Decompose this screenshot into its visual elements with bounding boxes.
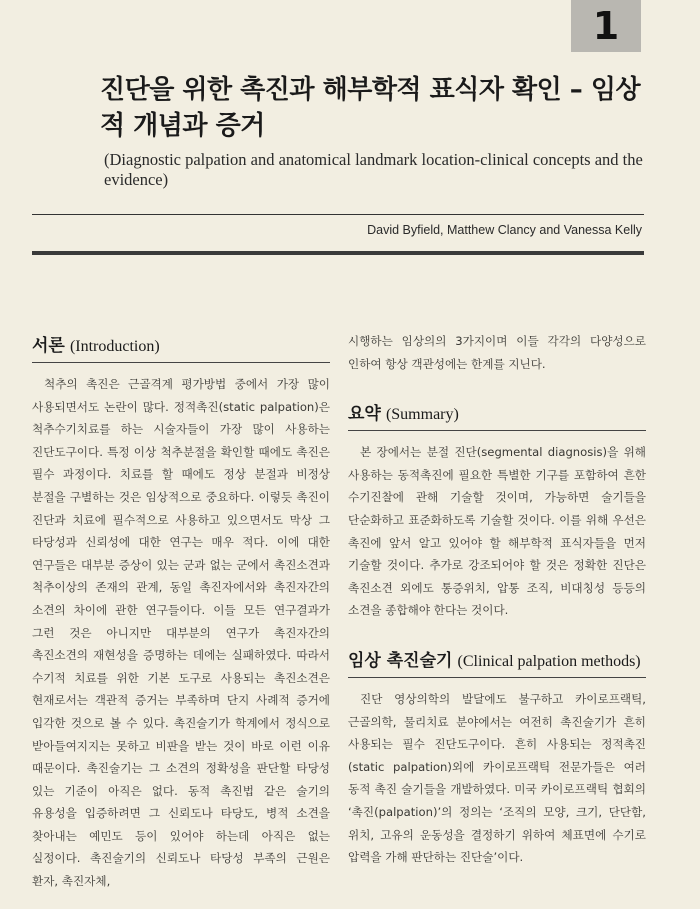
summary-body: 본 장에서는 분절 진단(segmental diagnosis)을 위해 사용하는 동적촉진에 필요한 특별한 기구를 포함하여 흔한 수기진찰에 관해 기술할 것이며, 가능하면 술기들을 단순화하고 표준화하도록 기술할 것이다. 이를 위해 우선은 촉진에 앞서 알고 있어야 할 해부학적 표식자들을 먼저 기술할 것이다. 추가로 강조되어야 할 것은 정확한 진단은 촉진소견 외에도 통증위치, 압통 조직, 비대칭성 등등의 소견을 종합해야 한다는 것이다.	[348, 445, 646, 618]
introduction-continued: 시행하는 임상의의 3가지이며 이들 각각의 다양성으로 인하여 항상 객관성에는 한계를 지닌다.	[348, 334, 646, 371]
section-heading-ko: 서론	[32, 336, 65, 356]
introduction-body: 척추의 촉진은 근골격계 평가방법 중에서 가장 많이 사용되면서도 논란이 많다. 정적촉진(static palpation)은 척추수기치료를 하는 시술자들이 가장 많이 사용하는 진단도구이다. 특정 이상 척추분절을 확인할 때에도 촉진은 필수 과정이다. 치료를 할 때에도 정상 분절과 비정상 분절을 구별하는 것은 임상적으로 중요하다. 이렇듯 촉진이 진단과 치료에 필수적으로 사용하고 있으면서도 막상 그 타당성과 신뢰성에 대한 연구는 매우 적다. 이에 대한 연구들은 대부분 증상이 있는 군과 없는 군에서 촉진소견과 척추이상의 존재의 관계, 동일 촉진자에서와 촉진자간의 소견의 차이에 관한 연구들이다. 이들 모든 연구결과가 그런 것은 아니지만 대부분의 연구가 촉진자간의 촉진소견의 재현성을 증명하는 데에는 실패하였다. 따라서 수기적 치료를 위한 기본 도구로 사용되는 촉진소견은 현재로서는 객관적 증거는 부족하며 단지 사례적 증거에 입각한 것으로 볼 수 있다. 촉진술기가 학계에서 정식으로 받아들여지지는 못하고 비판을 받는 것이 바로 이런 이유 때문이다. 촉진술기는 그 소견의 정확성을 판단할 타당성 있는 기준이 아직은 없다. 동적 촉진법 같은 술기의 유용성을 입증하려면 그 신뢰도나 타당도, 병적 소견을 찾아내는 예민도 등이 있어야 하는데 아직은 없는 실정이다. 촉진술기의 신뢰도나 타당성 부족의 근원은 환자, 촉진자체,	[32, 377, 330, 889]
chapter-number-box	[571, 0, 641, 52]
header-rule	[32, 251, 644, 255]
chapter-title: 진단을 위한 촉진과 해부학적 표식자 확인 – 임상적 개념과 증거	[100, 75, 641, 141]
clinical-palpation-body: 진단 영상의학의 발달에도 불구하고 카이로프랙틱, 근골의학, 물리치료 분야에서는 여전히 촉진술기가 흔히 사용되는 필수 진단도구이다. 흔히 사용되는 정적촉진(static palpation)외에 카이로프랙틱 전문가들은 여러 동적 촉진 술기들을 개발하였다. 미국 카이로프랙틱 협회의 ‘촉진(palpation)’의 정의는 ‘조직의 모양, 크기, 단단함, 위치, 고유의 운동성을 결정하기 위하여 체표면에 수기로 압력을 가해 판단하는 진단술’이다.	[348, 691, 646, 865]
section-underline	[348, 430, 646, 431]
section-heading-en: (Summary)	[385, 406, 459, 424]
section-heading-ko: 요약	[348, 404, 381, 425]
section-heading-en: (Clinical palpation methods)	[457, 652, 641, 670]
title-divider	[32, 214, 644, 215]
chapter-title-english: (Diagnostic palpation and anatomical landmark location-clinical concepts and the evidence)	[104, 150, 643, 189]
section-heading-clinical-palpation	[348, 650, 646, 673]
chapter-number: 1	[592, 4, 620, 48]
section-heading-en: (Introduction)	[69, 338, 160, 355]
section-underline	[32, 362, 330, 363]
author-line: David Byfield, Matthew Clancy and Vanessa Kelly	[367, 223, 642, 237]
left-column	[32, 335, 330, 893]
section-heading-ko: 임상 촉진술기	[348, 650, 453, 671]
section-underline	[348, 677, 646, 678]
section-heading-summary	[348, 403, 646, 426]
section-heading-introduction	[32, 335, 330, 358]
right-column	[348, 330, 646, 869]
